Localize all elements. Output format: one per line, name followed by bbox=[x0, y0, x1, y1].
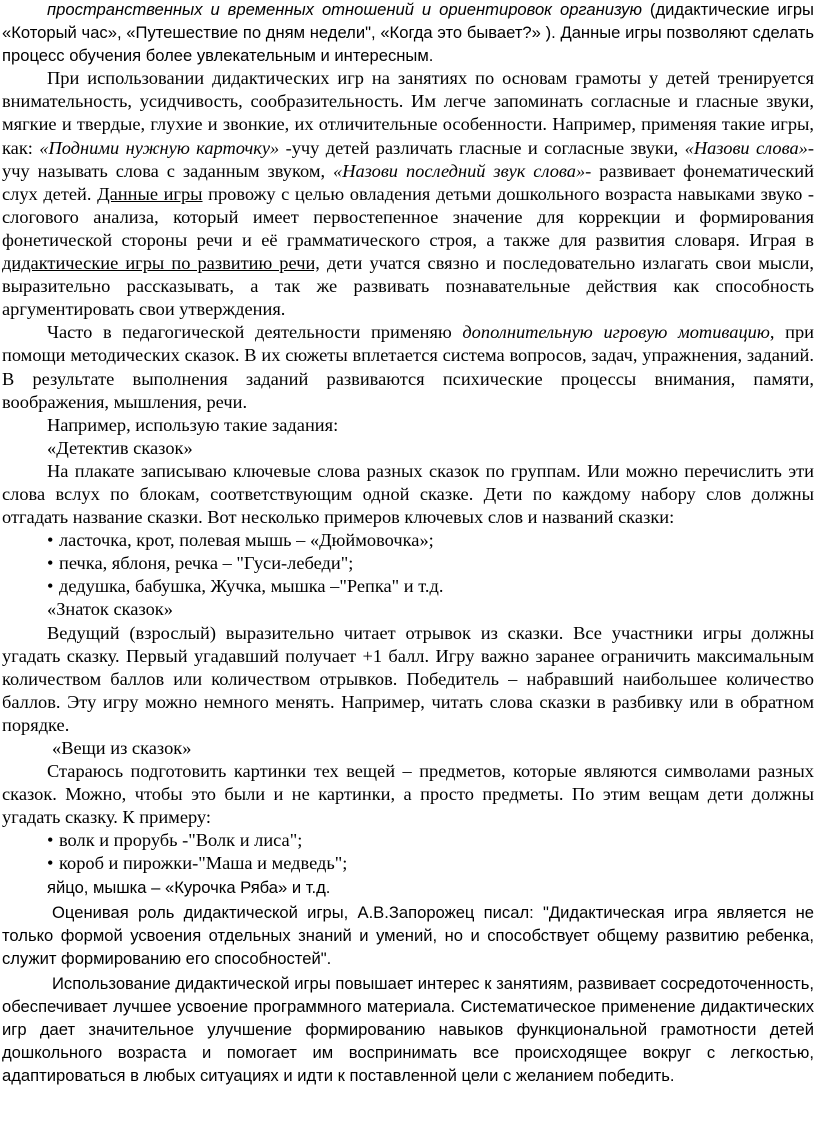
list-item bbox=[47, 852, 814, 875]
paragraph-conclusion: Использование дидактической игры повышает интерес к занятиям, развивает сосредоточенность, обеспечивает лучшее усвоение программного материала. Систематическое применение дидактических игр дает значительное улучшение формированию навыков функциональной грамотности детей дошкольного возраста и помогает им воспринимать все происходящее вокруг с легкостью, адаптироваться в любых ситуациях и идти к поставленной цели с желанием победить. bbox=[2, 973, 814, 1086]
game-title-things: «Вещи из сказок» bbox=[52, 738, 192, 758]
list-item bbox=[47, 529, 814, 552]
literacy-text-3: - учу называть слова с заданным звуком, bbox=[2, 137, 814, 181]
game-text-expert: Ведущий (взрослый) выразительно читает отрывок из сказки. Все участники игры должны угадать сказку. Первый угадавший получает +1 балл. Игру важно заранее ограничить максимальным количеством баллов или количеством отрывков. Победитель – набравший наибольшее количество баллов. Эту игру можно немного менять. Например, читать слова сказки в разбивку или в обратном порядке. bbox=[2, 622, 814, 735]
paragraph-quote: Оценивая роль дидактической игры, А.В.Запорожец писал: "Дидактическая игра является не только формой усвоения отдельных знаний и умений, но и способствует общему развитию ребенка, служит формированию его способностей". bbox=[2, 902, 814, 968]
game-text-detective: На плакате записываю ключевые слова разных сказок по группам. Или можно перечислить эти слова вслух по блокам, соответствующим одной сказке. Дети по каждому набору слов должны отгадать название сказки. Вот несколько примеров ключевых слов и названий сказки: bbox=[2, 460, 814, 528]
underlined-these-games: Данные игры bbox=[97, 183, 203, 204]
game-name-lift-card: «Подними нужную карточку» bbox=[39, 137, 280, 158]
bullet-icon: • bbox=[47, 830, 54, 851]
intro-italic-lead: пространственных и временных отношений и ориентировок организую bbox=[47, 0, 642, 19]
paragraph-intro bbox=[2, 0, 814, 67]
list-item-text: печка, яблоня, речка – "Гуси-лебеди"; bbox=[59, 553, 354, 574]
paragraph-literacy bbox=[2, 67, 814, 321]
list-item-text: волк и прорубь -"Волк и лиса"; bbox=[59, 830, 303, 851]
bullet-icon: • bbox=[47, 530, 54, 551]
list-item-text: ласточка, крот, полевая мышь – «Дюймовочка»; bbox=[59, 530, 434, 551]
intro-rest: (дидактические игры «Который час», «Путешествие по дням недели", «Когда это бывает?» ). Данные игры позволяют сделать процесс обучения более увлекательным и интересным. bbox=[2, 0, 814, 66]
literacy-text-2: -учу детей различать гласные и согласные звуки, bbox=[279, 137, 685, 158]
underlined-speech-games: дидактические игры по развитию речи, bbox=[2, 253, 320, 274]
list-item bbox=[47, 829, 814, 852]
list-item-text: дедушка, бабушка, Жучка, мышка –"Репка" и т.д. bbox=[59, 576, 444, 597]
literacy-text-1: При использовании дидактических игр на занятиях по основам грамоты у детей тренируется внимательность, усидчивость, сообразительность. Им легче запоминать согласные и гласные звуки, мягкие и твердые, глухие и звонкие, их отличительные особенности. Например, применяя такие игры, как: bbox=[2, 68, 814, 158]
example-intro: Например, использую такие задания: bbox=[47, 414, 339, 435]
game-text-things: Стараюсь подготовить картинки тех вещей – предметов, которые являются символами разных сказок. Можно, чтобы это были и не картинки, а просто предметы. По этим вещам дети должны угадать сказку. К примеру: bbox=[2, 761, 814, 828]
paragraph-motivation bbox=[2, 321, 814, 413]
literacy-text-5: провожу с целью овладения детьми дошкольного возраста навыками звуко - слогового анализа, который имеет первостепенное значение для коррекции и формирования фонетической стороны речи и её грамматического строя, а также для развития словаря. Играя в bbox=[2, 183, 814, 250]
game-title-expert: «Знаток сказок» bbox=[47, 599, 173, 620]
bullet-icon: • bbox=[47, 576, 54, 597]
motivation-italic: дополнительную игровую мотивацию bbox=[462, 322, 770, 343]
list-item bbox=[47, 575, 814, 598]
bullet-icon: • bbox=[47, 553, 54, 574]
bullet-icon: • bbox=[47, 853, 54, 874]
list-item-text: короб и пирожки-"Маша и медведь"; bbox=[59, 853, 348, 874]
things-last-line: яйцо, мышка – «Курочка Ряба» и т.д. bbox=[47, 877, 331, 897]
game-name-last-sound: «Назови последний звук слова» bbox=[333, 160, 586, 181]
motivation-text-1: Часто в педагогической деятельности применяю bbox=[47, 322, 463, 343]
game-title-detective: «Детектив сказок» bbox=[47, 437, 193, 458]
game-name-name-words: «Назови слова» bbox=[684, 137, 808, 158]
literacy-text-6: дети учатся связно и последовательно излагать свои мысли, выразительно рассказывать, а так же развивать познавательные действия как способность аргументировать свои утверждения. bbox=[2, 253, 814, 320]
list-item bbox=[47, 552, 814, 575]
motivation-text-2: , при помощи методических сказок. В их сюжеты вплетается система вопросов, задач, упражнения, заданий. В результате выполнения заданий развиваются психические процессы внимания, памяти, воображения, мышления, речи. bbox=[2, 322, 814, 412]
literacy-text-4: - развивает фонематический слух детей. bbox=[2, 160, 814, 204]
